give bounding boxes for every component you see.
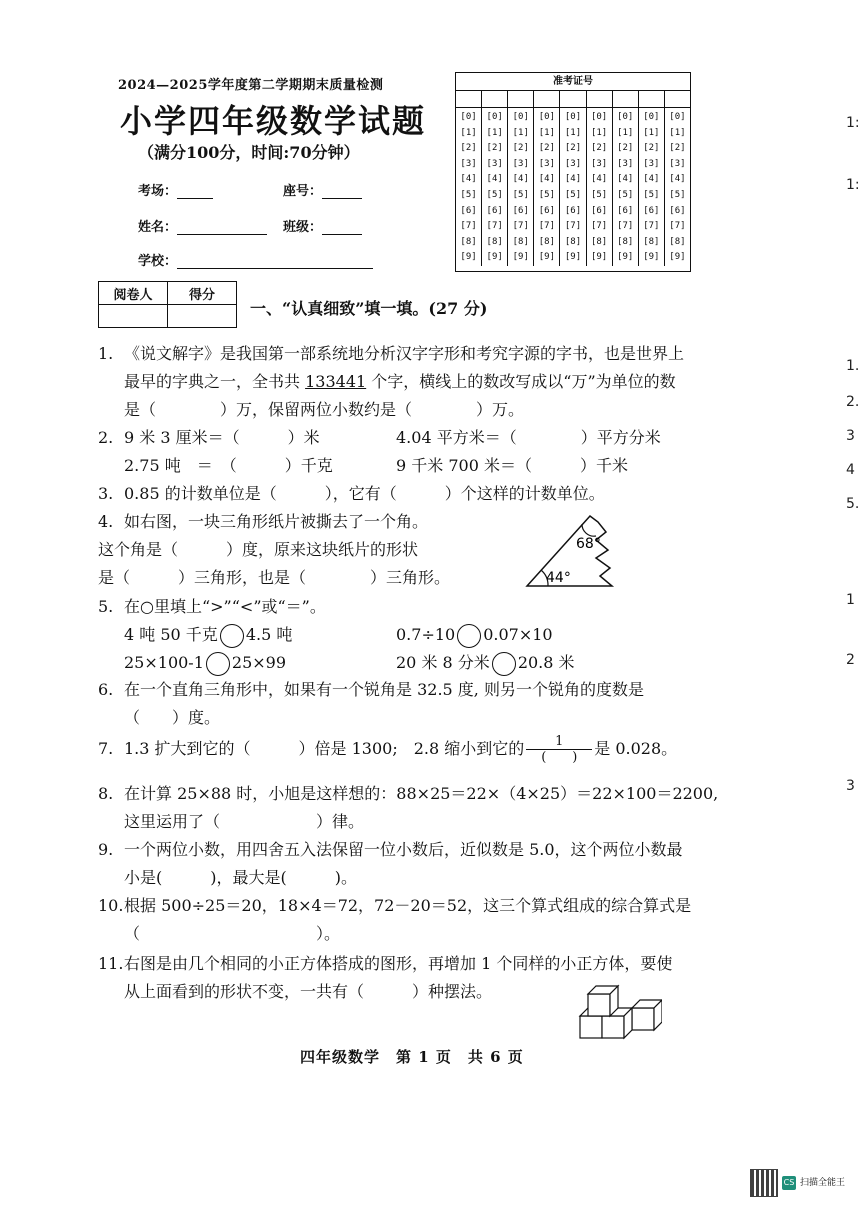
margin-fragment: 1 [846,592,855,608]
question-number: 3. [98,484,114,503]
ticket-digit-bubble[interactable]: [6] [617,205,634,216]
school-field [138,250,373,269]
ticket-digit-bubble[interactable]: [7] [486,221,503,232]
ticket-digit-column [665,108,690,266]
class-field [283,216,362,235]
ticket-digit-bubble[interactable]: [0] [669,112,686,122]
ticket-digit-bubble[interactable]: [3] [486,158,503,169]
ticket-digit-bubble[interactable]: [2] [643,143,660,154]
ticket-digit-bubble[interactable]: [7] [643,221,660,232]
angle-label-top: 68° [576,536,601,552]
question-number: 8. [98,784,114,803]
ticket-digit-bubble[interactable]: [1] [643,127,660,138]
question-number: 7. [98,739,114,758]
ticket-digit-bubble[interactable]: [7] [538,221,556,232]
ticket-digit-bubble[interactable]: [2] [564,143,582,154]
compare-right: 20.8 米 [517,653,575,672]
ticket-digit-bubble[interactable]: [9] [538,252,556,263]
question-text: 是 0.028。 [594,739,678,758]
question-text: 《说文解字》是我国第一部系统地分析汉字字形和考究字源的字书，也是世界上 [124,344,685,363]
question-number: 5. [98,597,114,616]
question-text: 这个角是（ ）度，原来这块纸片的形状 [98,540,419,559]
ticket-digit-bubble[interactable]: [1] [617,127,634,138]
ticket-digit-bubble[interactable]: [0] [460,112,477,122]
question-text: 2.75 吨 ＝ （ ）千克 [124,456,333,475]
ticket-digit-bubble[interactable]: [6] [669,205,686,216]
ticket-digit-bubble[interactable]: [5] [460,189,477,200]
margin-fragment: 1: [846,115,860,131]
ticket-digit-bubble[interactable]: [9] [512,252,529,263]
question-5 [98,593,575,677]
compare-left: 4 吨 50 千克 [124,625,218,644]
question-3 [98,480,605,508]
ticket-digit-bubble[interactable]: [8] [538,236,556,247]
ticket-digit-bubble[interactable]: [2] [538,143,556,154]
school-label: 学校： [138,254,178,269]
fraction-denominator: ( ) [541,750,578,765]
ticket-digit-bubble[interactable]: [4] [486,174,503,185]
ticket-digit-bubble[interactable]: [8] [512,236,529,247]
name-label: 姓名： [138,220,178,235]
question-10 [98,892,691,948]
scanner-label: 扫描全能王 [800,1177,846,1188]
question-text: 在计算 25×88 时，小旭是这样想的：88×25＝22×（4×25）＝22×100＝2200, [124,784,719,803]
question-text: 这里运用了（ ）律。 [124,812,365,831]
question-text: （ ）。 [124,924,341,943]
ticket-digit-bubble[interactable]: [6] [590,205,608,216]
margin-fragment: 1. [846,358,860,374]
compare-circle[interactable] [206,652,230,676]
ticket-digit-bubble[interactable]: [9] [590,252,608,263]
question-4 [98,508,450,592]
question-text: 是（ ）三角形，也是（ ）三角形。 [98,568,451,587]
ticket-digit-bubble[interactable]: [3] [669,158,686,169]
question-text: 0.85 的计数单位是（ ），它有（ ）个这样的计数单位。 [124,484,605,503]
ticket-digit-bubble[interactable]: [6] [538,205,556,216]
question-text: 在一个直角三角形中，如果有一个锐角是 32.5 度, 则另一个锐角的度数是 [124,680,644,699]
question-6 [98,676,644,732]
compare-circle[interactable] [492,652,516,676]
question-1 [98,340,684,424]
ticket-digit-bubble[interactable]: [8] [564,236,582,247]
question-7 [98,734,677,765]
ticket-digit-bubble[interactable]: [6] [643,205,660,216]
ticket-digit-bubble[interactable]: [2] [590,143,608,154]
ticket-digit-column [456,108,482,266]
ticket-digit-bubble[interactable]: [7] [512,221,529,232]
ticket-digit-bubble[interactable]: [6] [460,205,477,216]
ticket-digit-bubble[interactable]: [5] [486,189,503,200]
question-number: 11. [98,954,124,973]
camscanner-logo: CS [782,1176,796,1190]
ticket-digit-bubble[interactable]: [0] [486,112,503,122]
compare-circle[interactable] [457,624,481,648]
ticket-digit-bubble[interactable]: [0] [512,112,529,122]
ticket-title: 准考证号 [456,73,690,91]
ticket-digit-bubble[interactable]: [1] [669,127,686,138]
ticket-digit-bubble[interactable]: [8] [590,236,608,247]
ticket-digit-bubble[interactable]: [4] [538,174,556,185]
ticket-digit-bubble[interactable]: [5] [590,189,608,200]
question-text: 一个两位小数，用四舍五入法保留一位小数后，近似数是 5.0，这个两位小数最 [124,840,683,859]
ticket-digit-bubble[interactable]: [6] [512,205,529,216]
margin-fragment: 4 [846,462,855,478]
ticket-digit-bubble[interactable]: [0] [643,112,660,122]
question-number: 4. [98,512,114,531]
compare-left: 25×100-1 [124,653,204,672]
question-text: 最早的字典之一，全书共 [124,372,306,391]
ticket-digit-bubble[interactable]: [5] [669,189,686,200]
ticket-digit-bubble[interactable]: [5] [643,189,660,200]
score-time: （满分100分，时间:70分钟） [138,143,360,162]
question-text: 9 千米 700 米＝（ ）千米 [396,456,628,475]
ticket-digit-bubble[interactable]: [7] [617,221,634,232]
ticket-digit-column [639,108,665,266]
reviewer-header: 阅卷人 [99,282,168,305]
cube-stack-figure [576,980,662,1042]
ticket-digit-bubble[interactable]: [8] [669,236,686,247]
ticket-digit-bubble[interactable]: [7] [669,221,686,232]
margin-fragment: 2 [846,652,855,668]
ticket-digit-bubble[interactable]: [2] [460,143,477,154]
fraction-numerator: 1 [526,734,592,750]
ticket-digit-bubble[interactable]: [6] [486,205,503,216]
ticket-digit-bubble[interactable]: [4] [512,174,529,185]
question-8 [98,780,718,836]
compare-left: 0.7÷10 [396,625,456,644]
question-number: 9. [98,840,114,859]
ticket-digit-bubble[interactable]: [0] [617,112,634,122]
ticket-digit-bubble[interactable]: [3] [512,158,529,169]
question-text: 是（ ）万，保留两位小数约是（ ）万。 [124,400,525,419]
compare-right: 4.5 吨 [245,625,293,644]
torn-triangle-figure [524,512,624,590]
ticket-digit-bubble[interactable]: [8] [486,236,503,247]
name-field [138,216,267,235]
room-label: 考场： [138,184,178,199]
ticket-digit-bubble[interactable]: [4] [643,174,660,185]
seat-field [283,180,362,199]
ticket-digit-column [508,108,534,266]
compare-right: 0.07×10 [483,625,553,644]
ticket-digit-bubble[interactable]: [4] [590,174,608,185]
compare-circle[interactable] [220,624,244,648]
question-text: 4.04 平方米＝（ ）平方分米 [396,428,661,447]
ticket-digit-column [587,108,613,266]
room-field [138,180,213,199]
underlined-number: 133441 [305,372,367,391]
question-9 [98,836,683,892]
ticket-digit-bubble[interactable]: [1] [590,127,608,138]
ticket-digit-bubble[interactable]: [5] [538,189,556,200]
ticket-digit-bubble[interactable]: [7] [460,221,477,232]
ticket-digit-bubble[interactable]: [0] [590,112,608,122]
ticket-digit-bubble[interactable]: [2] [512,143,529,154]
ticket-digit-bubble[interactable]: [4] [617,174,634,185]
ticket-digit-bubble[interactable]: [8] [460,236,477,247]
ticket-digit-column [534,108,560,266]
question-text: （ ）度。 [124,708,221,727]
ticket-digit-bubble[interactable]: [2] [486,143,503,154]
exam-title: 小学四年级数学试题 [120,102,427,140]
ticket-digit-bubble[interactable]: [4] [564,174,582,185]
class-label: 班级： [283,220,323,235]
angle-label-left: 44° [546,570,571,586]
ticket-digit-bubble[interactable]: [7] [564,221,582,232]
ticket-digit-bubble[interactable]: [8] [617,236,634,247]
ticket-digit-bubble[interactable]: [3] [643,158,660,169]
ticket-digit-bubble[interactable]: [1] [538,127,556,138]
ticket-digit-bubble[interactable]: [9] [486,252,503,263]
score-table [98,281,237,328]
ticket-digit-bubble[interactable]: [9] [564,252,582,263]
compare-left: 20 米 8 分米 [396,653,490,672]
scanner-watermark [750,1166,846,1200]
question-text: 个字，横线上的数改写成以“万”为单位的数 [366,372,676,391]
ticket-digit-bubble[interactable]: [3] [564,158,582,169]
question-number: 2. [98,428,114,447]
margin-fragment: 3 [846,428,855,444]
fraction [526,734,592,765]
ticket-digit-bubble[interactable]: [5] [512,189,529,200]
section-title: 一、“认真细致”填一填。(27 分) [250,299,488,318]
ticket-digit-bubble[interactable]: [1] [564,127,582,138]
score-header: 得分 [168,282,237,305]
margin-fragment: 5. [846,496,860,512]
reviewer-cell[interactable] [99,305,168,328]
question-text: 从上面看到的形状不变，一共有（ ）种摆法。 [124,982,493,1001]
exam-subtitle: 2024—2025学年度第二学期期末质量检测 [118,78,384,93]
ticket-digit-bubble[interactable]: [4] [669,174,686,185]
ticket-digit-bubble[interactable]: [3] [617,158,634,169]
ticket-digit-bubble[interactable]: [9] [669,252,686,263]
ticket-digit-column [560,108,586,266]
ticket-entry-row[interactable] [456,91,690,108]
ticket-digit-bubble[interactable]: [0] [564,112,582,122]
seat-label: 座号： [283,184,323,199]
ticket-digit-bubble[interactable]: [3] [538,158,556,169]
question-text: 根据 500÷25＝20，18×4＝72，72－20＝52，这三个算式组成的综合算式是 [124,896,692,915]
ticket-digit-bubble[interactable]: [5] [564,189,582,200]
question-number: 1. [98,344,114,363]
question-number: 6. [98,680,114,699]
ticket-digit-bubble[interactable]: [9] [460,252,477,263]
ticket-digit-column [613,108,639,266]
ticket-digit-bubble[interactable]: [6] [564,205,582,216]
margin-fragment: 3 [846,778,855,794]
ticket-digit-columns [456,108,690,266]
ticket-digit-column [482,108,508,266]
margin-fragment: 2. [846,394,860,410]
question-number: 10. [98,896,124,915]
margin-fragment: 1: [846,177,860,193]
question-text: 在○里填上“>”“<”或“＝”。 [124,597,326,616]
ticket-digit-bubble[interactable]: [3] [590,158,608,169]
ticket-digit-bubble[interactable]: [3] [460,158,477,169]
question-2 [98,424,661,480]
qr-code-icon [750,1169,778,1197]
question-text: 右图是由几个相同的小正方体搭成的图形，再增加 1 个同样的小正方体，要使 [124,954,673,973]
ticket-digit-bubble[interactable]: [1] [486,127,503,138]
ticket-digit-bubble[interactable]: [8] [643,236,660,247]
ticket-digit-bubble[interactable]: [0] [538,112,556,122]
question-text: 1.3 扩大到它的（ ）倍是 1300; 2.8 缩小到它的 [124,739,525,758]
ticket-digit-bubble[interactable]: [5] [617,189,634,200]
ticket-digit-bubble[interactable]: [1] [460,127,477,138]
score-cell[interactable] [168,305,237,328]
ticket-digit-bubble[interactable]: [1] [512,127,529,138]
ticket-digit-bubble[interactable]: [9] [643,252,660,263]
compare-right: 25×99 [231,653,287,672]
ticket-digit-bubble[interactable]: [9] [617,252,634,263]
question-text: 9 米 3 厘米＝（ ）米 [124,428,320,447]
page-footer: 四年级数学 第 1 页 共 6 页 [300,1048,524,1066]
question-text: 如右图，一块三角形纸片被撕去了一个角。 [124,512,429,531]
ticket-digit-bubble[interactable]: [2] [669,143,686,154]
ticket-digit-bubble[interactable]: [4] [460,174,477,185]
ticket-number-grid [455,72,691,272]
ticket-digit-bubble[interactable]: [7] [590,221,608,232]
ticket-digit-bubble[interactable]: [2] [617,143,634,154]
question-text: 小是( )，最大是( )。 [124,868,357,887]
